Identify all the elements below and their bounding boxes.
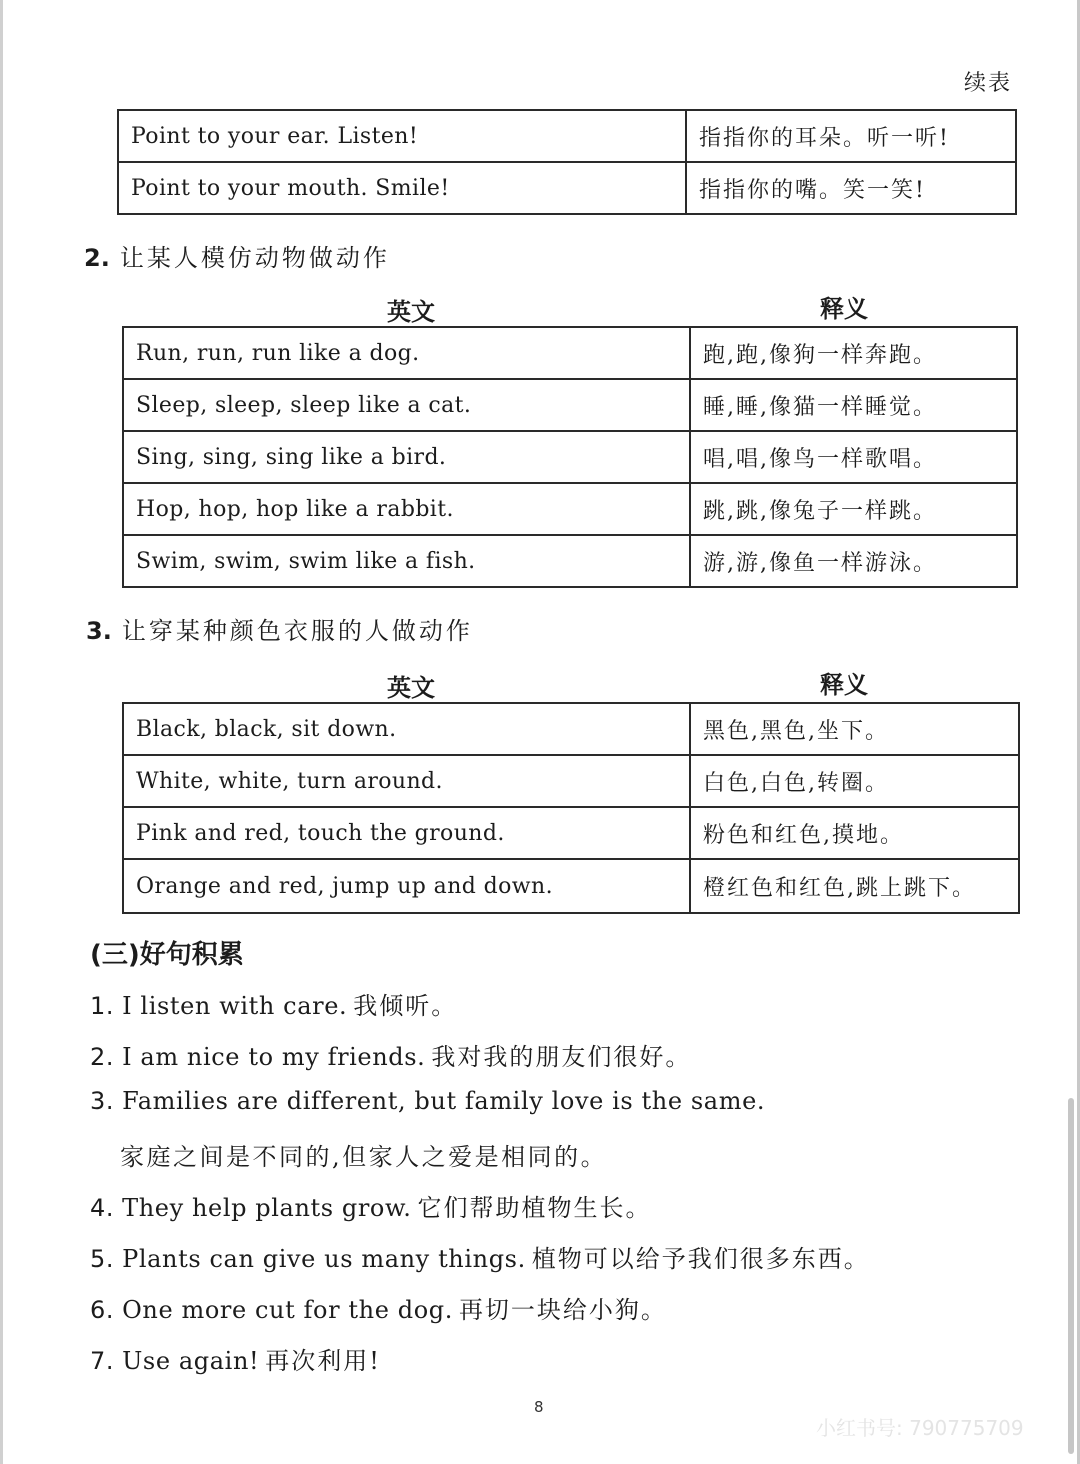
chinese-cell: 跳,跳,像兔子一样跳。 [690, 483, 1017, 535]
sentence-item [90, 1188, 652, 1223]
chinese-cell: 白色,白色,转圈。 [690, 755, 1019, 807]
watermark: 小红书号: 790775709 [816, 1416, 1024, 1440]
table-animal-actions [122, 326, 1018, 588]
english-cell: Orange and red, jump up and down. [123, 859, 690, 913]
section-title-text: 让某人模仿动物做动作 [119, 244, 390, 272]
sentence-chinese: 我倾听。 [353, 992, 458, 1020]
english-cell: Swim, swim, swim like a fish. [123, 535, 690, 587]
chinese-cell: 橙红色和红色,跳上跳下。 [690, 859, 1019, 913]
table-row [118, 110, 1016, 162]
sentence-item [90, 1087, 765, 1115]
table-row [123, 755, 1019, 807]
english-cell: Point to your mouth. Smile! [118, 162, 686, 214]
section-3-title [86, 611, 473, 646]
page-left-edge [0, 0, 3, 1464]
chinese-cell: 跑,跑,像狗一样奔跑。 [690, 327, 1017, 379]
section-title-text: 让穿某种颜色衣服的人做动作 [121, 617, 473, 645]
column-header-english: 英文 [387, 298, 435, 326]
chinese-cell: 睡,睡,像猫一样睡觉。 [690, 379, 1017, 431]
sentence-number: 3. [90, 1087, 115, 1115]
sentence-english: Use again! [122, 1347, 260, 1375]
column-header-meaning: 释义 [820, 671, 868, 699]
sentence-number: 2. [90, 1043, 115, 1071]
sentence-chinese: 我对我的朋友们很好。 [431, 1043, 692, 1071]
sentence-number: 1. [90, 992, 115, 1020]
table-row [123, 483, 1017, 535]
sentence-number: 6. [90, 1296, 115, 1324]
table-row [123, 703, 1019, 755]
table-row [123, 327, 1017, 379]
table-body-parts [117, 109, 1017, 215]
sentence-english: I am nice to my friends. [122, 1043, 426, 1071]
sentence-item [90, 1290, 667, 1325]
chinese-cell: 黑色,黑色,坐下。 [690, 703, 1019, 755]
sentence-english: One more cut for the dog. [122, 1296, 453, 1324]
sentence-item [90, 1341, 381, 1376]
sentence-item [90, 1239, 870, 1274]
sentence-chinese: 再切一块给小狗。 [458, 1296, 667, 1324]
sentence-english: I listen with care. [122, 992, 348, 1020]
table-row [118, 162, 1016, 214]
sentence-item [90, 986, 457, 1021]
sentence-number: 7. [90, 1347, 115, 1375]
sentence-number: 5. [90, 1245, 115, 1273]
sentence-chinese: 植物可以给予我们很多东西。 [531, 1245, 870, 1273]
sentence-english: Plants can give us many things. [122, 1245, 526, 1273]
chinese-cell: 粉色和红色,摸地。 [690, 807, 1019, 859]
sentence-english: They help plants grow. [122, 1194, 412, 1222]
sentence-item [90, 1037, 691, 1072]
section-number: 2. [84, 244, 110, 272]
english-cell: Point to your ear. Listen! [118, 110, 686, 162]
english-cell: Hop, hop, hop like a rabbit. [123, 483, 690, 535]
chinese-cell: 游,游,像鱼一样游泳。 [690, 535, 1017, 587]
chinese-cell: 指指你的耳朵。听一听! [686, 110, 1016, 162]
table-row [123, 859, 1019, 913]
table-row [123, 431, 1017, 483]
section-2-title [84, 238, 390, 273]
part-3-heading: (三)好句积累 [90, 940, 244, 970]
table-color-actions [122, 702, 1020, 914]
english-cell: White, white, turn around. [123, 755, 690, 807]
english-cell: Sing, sing, sing like a bird. [123, 431, 690, 483]
sentence-number: 4. [90, 1194, 115, 1222]
table-row [123, 807, 1019, 859]
continued-table-label: 续表 [964, 71, 1013, 96]
column-header-english: 英文 [387, 674, 435, 702]
english-cell: Run, run, run like a dog. [123, 327, 690, 379]
english-cell: Black, black, sit down. [123, 703, 690, 755]
chinese-cell: 指指你的嘴。笑一笑! [686, 162, 1016, 214]
sentence-chinese: 再次利用! [265, 1347, 381, 1375]
section-number: 3. [86, 617, 112, 645]
sentence-chinese: 它们帮助植物生长。 [417, 1194, 652, 1222]
english-cell: Pink and red, touch the ground. [123, 807, 690, 859]
column-header-meaning: 释义 [820, 295, 868, 323]
vertical-scrollbar[interactable] [1068, 1098, 1074, 1454]
sentence-chinese: 家庭之间是不同的,但家人之爱是相同的。 [120, 1143, 608, 1171]
chinese-cell: 唱,唱,像鸟一样歌唱。 [690, 431, 1017, 483]
sentence-english: Families are different, but family love is the same. [122, 1087, 766, 1115]
table-row [123, 379, 1017, 431]
page-number: 8 [534, 1398, 544, 1416]
english-cell: Sleep, sleep, sleep like a cat. [123, 379, 690, 431]
table-row [123, 535, 1017, 587]
